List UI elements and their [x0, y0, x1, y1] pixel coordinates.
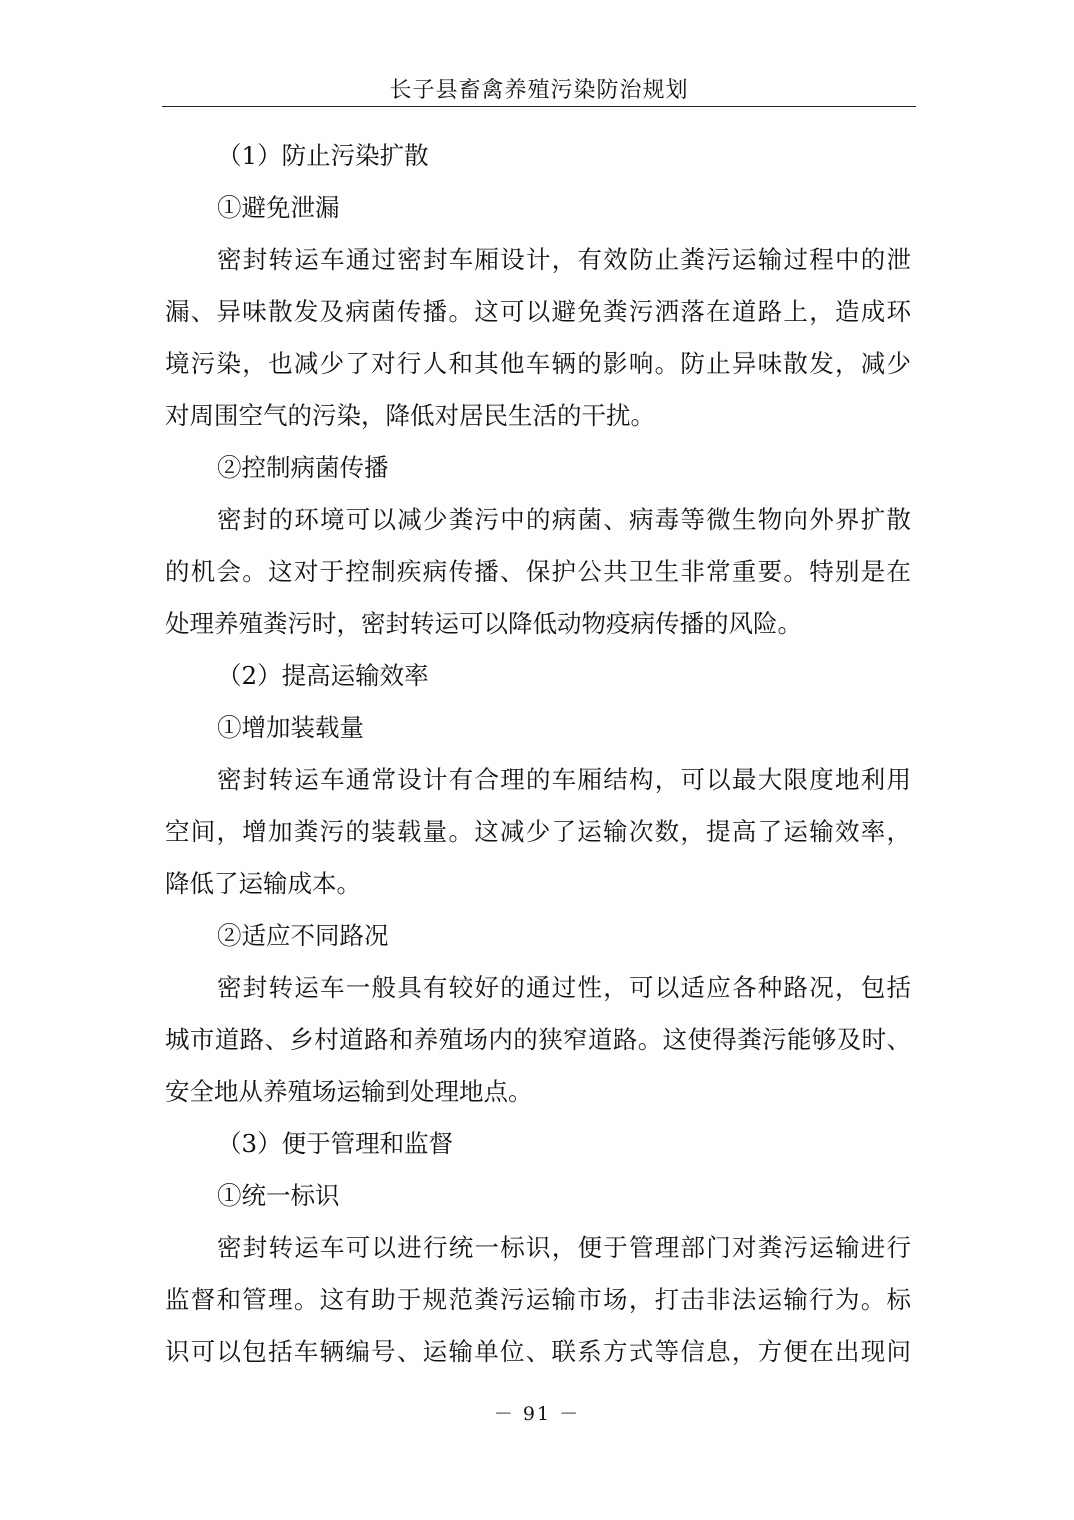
paragraph-line: 空间，增加粪污的装载量。这减少了运输次数，提高了运输效率， [165, 817, 911, 846]
subheading-road-conditions: ②适应不同路况 [217, 921, 389, 950]
paragraph-line: 密封转运车通过密封车厢设计，有效防止粪污运输过程中的泄 [217, 245, 911, 274]
paragraph-line: 处理养殖粪污时，密封转运可以降低动物疫病传播的风险。 [165, 609, 802, 638]
section-heading-2: （2）提高运输效率 [217, 661, 429, 690]
page-number: － 91 － [493, 1403, 581, 1425]
subheading-increase-load: ①增加装载量 [217, 713, 364, 742]
paragraph-line: 密封转运车一般具有较好的通过性，可以适应各种路况，包括 [217, 973, 911, 1002]
document-body [165, 130, 911, 1378]
paragraph-line: 降低了运输成本。 [165, 869, 361, 898]
section-heading-1: （1）防止污染扩散 [217, 141, 429, 170]
subheading-avoid-leakage: ①避免泄漏 [217, 193, 340, 222]
paragraph-line: 城市道路、乡村道路和养殖场内的狭窄道路。这使得粪污能够及时、 [165, 1025, 911, 1054]
paragraph-line: 监督和管理。这有助于规范粪污运输市场，打击非法运输行为。标 [165, 1285, 911, 1314]
subheading-control-pathogens: ②控制病菌传播 [217, 453, 389, 482]
document-title: 长子县畜禽养殖污染防治规划 [389, 78, 689, 103]
subheading-unified-marking: ①统一标识 [217, 1181, 340, 1210]
paragraph-line: 密封转运车可以进行统一标识，便于管理部门对粪污运输进行 [217, 1233, 911, 1262]
paragraph-line: 密封的环境可以减少粪污中的病菌、病毒等微生物向外界扩散 [217, 505, 911, 534]
paragraph-line: 对周围空气的污染，降低对居民生活的干扰。 [165, 401, 655, 430]
paragraph-line: 识可以包括车辆编号、运输单位、联系方式等信息，方便在出现问 [165, 1337, 911, 1366]
paragraph-line: 境污染，也减少了对行人和其他车辆的影响。防止异味散发，减少 [165, 349, 911, 378]
paragraph-line: 漏、异味散发及病菌传播。这可以避免粪污洒落在道路上，造成环 [165, 297, 911, 326]
page-header [162, 76, 916, 107]
paragraph-line: 的机会。这对于控制疾病传播、保护公共卫生非常重要。特别是在 [165, 557, 911, 586]
paragraph-line: 密封转运车通常设计有合理的车厢结构，可以最大限度地利用 [217, 765, 911, 794]
section-heading-3: （3）便于管理和监督 [217, 1129, 454, 1158]
paragraph-line: 安全地从养殖场运输到处理地点。 [165, 1077, 533, 1106]
